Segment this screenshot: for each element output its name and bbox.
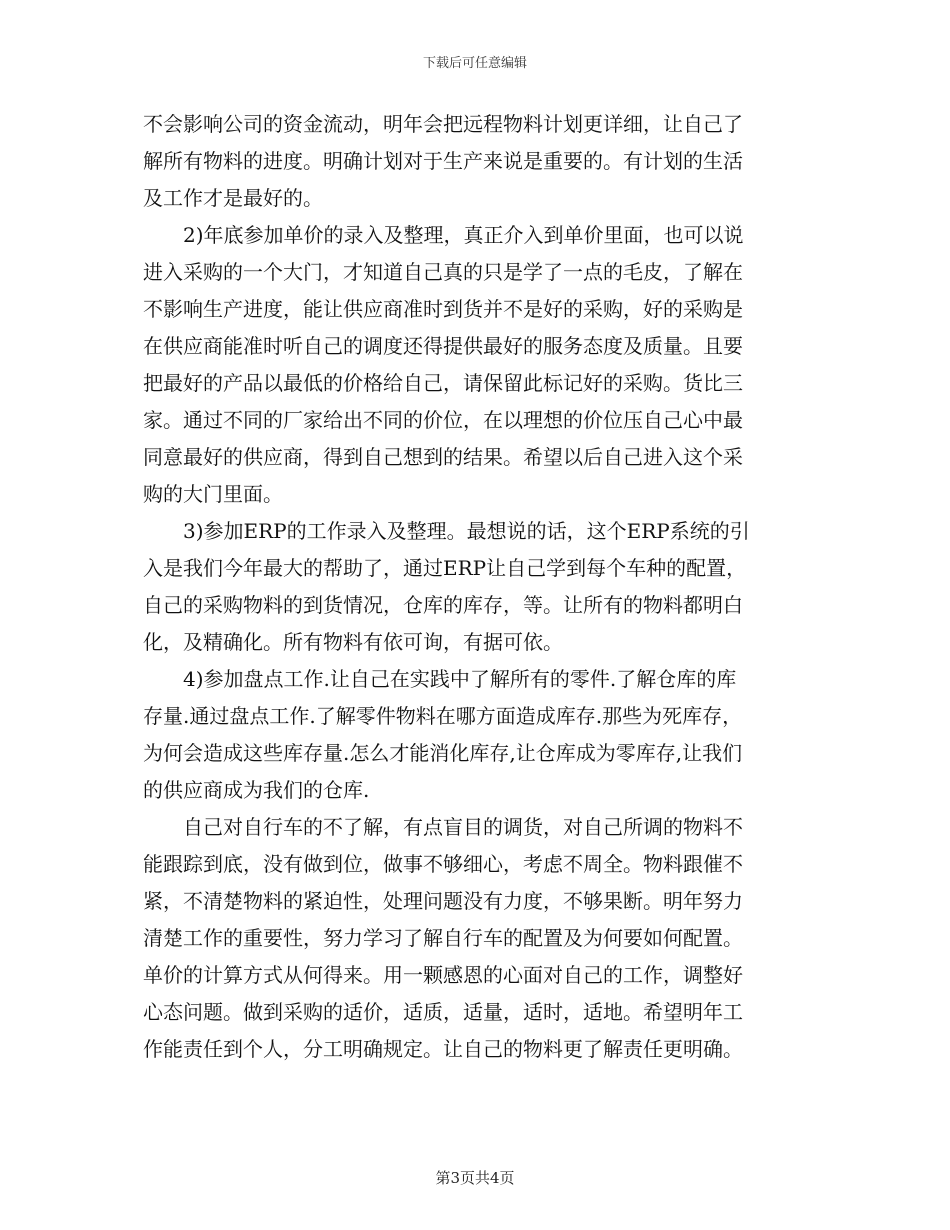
text-line: 3)参加ERP的工作录入及整理。最想说的话，这个ERP系统的引 (143, 519, 750, 543)
text-line: 自己的采购物料的到货情况，仓库的库存，等。让所有的物料都明白 (143, 593, 743, 617)
text-line: 解所有物料的进度。明确计划对于生产来说是重要的。有计划的生活 (143, 149, 743, 173)
text-line: 进入采购的一个大门，才知道自己真的只是学了一点的毛皮，了解在 (143, 260, 743, 284)
text-line: 存量.通过盘点工作.了解零件物料在哪方面造成库存.那些为死库存， (143, 704, 743, 728)
text-line: 购的大门里面。 (143, 482, 283, 506)
text-line: 清楚工作的重要性，努力学习了解自行车的配置及为何要如何配置。 (143, 926, 743, 950)
page-header: 下载后可任意编辑 (422, 56, 527, 71)
text-line: 单价的计算方式从何得来。用一颗感恩的心面对自己的工作，调整好 (143, 963, 743, 987)
text-line: 家。通过不同的厂家给出不同的价位，在以理想的价位压自己心中最 (143, 408, 743, 432)
text-line: 把最好的产品以最低的价格给自己，请保留此标记好的采购。货比三 (143, 371, 743, 395)
text-line: 不影响生产进度，能让供应商准时到货并不是好的采购，好的采购是 (143, 297, 743, 321)
text-line: 作能责任到个人，分工明确规定。让自己的物料更了解责任更明确。 (143, 1037, 743, 1061)
text-line: 及工作才是最好的。 (143, 186, 323, 210)
text-line: 入是我们今年最大的帮助了，通过ERP让自己学到每个车种的配置， (143, 556, 747, 580)
page-number: 第3页共4页 (435, 1169, 515, 1187)
text-line: 同意最好的供应商，得到自己想到的结果。希望以后自己进入这个采 (143, 445, 743, 469)
text-line: 自己对自行车的不了解，有点盲目的调货，对自己所调的物料不 (143, 815, 743, 839)
document-body (143, 106, 808, 1068)
text-line: 心态问题。做到采购的适价，适质，适量，适时，适地。希望明年工 (143, 1000, 743, 1024)
text-line: 能跟踪到底，没有做到位，做事不够细心，考虑不周全。物料跟催不 (143, 852, 743, 876)
text-line: 紧，不清楚物料的紧迫性，处理问题没有力度，不够果断。明年努力 (143, 889, 743, 913)
text-line: 的供应商成为我们的仓库. (143, 778, 370, 802)
text-line: 4)参加盘点工作.让自己在实践中了解所有的零件.了解仓库的库 (143, 667, 737, 691)
text-line: 在供应商能准时听自己的调度还得提供最好的服务态度及质量。且要 (143, 334, 743, 358)
text-line: 化，及精确化。所有物料有依可询，有据可依。 (143, 630, 563, 654)
text-line: 为何会造成这些库存量.怎么才能消化库存,让仓库成为零库存,让我们 (143, 741, 743, 765)
text-line: 不会影响公司的资金流动，明年会把远程物料计划更详细，让自己了 (143, 112, 743, 136)
text-line: 2)年底参加单价的录入及整理，真正介入到单价里面，也可以说 (143, 223, 744, 247)
